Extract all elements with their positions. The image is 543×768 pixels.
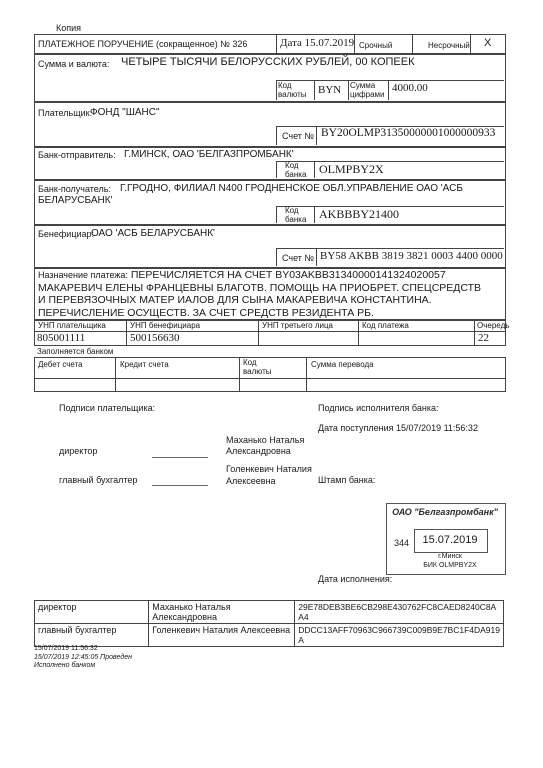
log-line3: Исполнено банком — [34, 662, 96, 669]
payment-code-label: Код платежа — [362, 321, 409, 330]
signer-name: Голенкевич Наталия Алексеевна — [149, 624, 295, 647]
execution-date-label: Дата исполнения: — [318, 574, 393, 584]
processing-log — [34, 645, 132, 671]
accountant-label: главный бухгалтер — [59, 475, 138, 485]
debit-label: Дебет счета — [38, 360, 83, 369]
signature-hash — [295, 624, 504, 647]
doc-date: Дата 15.07.2019 — [280, 37, 355, 49]
beneficiary-account-label: Счет № — [282, 253, 315, 263]
transfer-sum-label: Сумма перевода — [311, 360, 374, 369]
sender-bank-code-label: Код банка — [285, 161, 307, 179]
accountant-name-line1: Голенкевич Наталия — [226, 464, 312, 474]
unp-beneficiary-label: УНП бенефициара — [130, 321, 201, 330]
doc-title: ПЛАТЕЖНОЕ ПОРУЧЕНИЕ (сокращенное) № 326 — [38, 39, 248, 49]
receiver-bank-label: Банк-получатель: — [38, 184, 111, 194]
sum-digits-label: Сумма цифрами — [350, 81, 385, 99]
amount-label: Сумма и валюта: — [38, 59, 110, 69]
purpose-line3: И ПЕРЕВЯЗОЧНЫХ МАТЕР ИАЛОВ ДЛЯ СЫНА МАКАРЕВИЧА КОНСТАНТИНА. — [38, 294, 432, 306]
stamp-bic: БИК OLMPBY2X — [423, 562, 477, 569]
beneficiary-name: ОАО 'АСБ БЕЛАРУСБАНК' — [91, 228, 215, 239]
currency-code: BYN — [318, 84, 342, 96]
queue-label: Очередь — [477, 321, 510, 330]
director-name-line1: Маханько Наталья — [226, 435, 305, 445]
urgency-mark: X — [484, 37, 492, 49]
purpose-line2: МАКАРЕВИЧ ЕЛЕНЫ ФРАНЦЕВНЫ БЛАГОТВ. ПОМОЩЬ НА ПРИОБРЕТ. СПЕЦСРЕДСТВ — [38, 281, 482, 294]
sender-bank-name: Г.МИНСК, ОАО 'БЕЛГАЗПРОМБАНК' — [124, 149, 294, 160]
currency-code-label: Код валюты — [278, 81, 307, 99]
sum-digits: 4000.00 — [392, 82, 428, 94]
director-signature-line — [152, 457, 208, 458]
receiver-bank-code: AKBBBY21400 — [319, 207, 400, 221]
receiver-bank-code-label: Код банка — [285, 206, 307, 224]
unp-payer: 805001111 — [37, 332, 86, 344]
signer-role: главный бухгалтер — [35, 624, 149, 647]
payer-name: ФОНД "ШАНС" — [90, 107, 160, 118]
signature-hash-line2: A — [298, 635, 304, 645]
stamp-city: г.Минск — [438, 553, 462, 560]
beneficiary-account: BY58 AKBB 3819 3821 0003 4400 0000 — [320, 250, 503, 262]
queue-value: 22 — [478, 332, 489, 344]
log-line1: 15/07/2019 11:56:32 — [34, 645, 98, 652]
sender-bank-label: Банк-отправитель: — [38, 150, 116, 160]
purpose-line1: ПЕРЕЧИСЛЯЕТСЯ НА СЧЕТ BY03AKBB31340000141324020057 — [130, 269, 446, 281]
receipt-date: Дата поступления 15/07/2019 11:56:32 — [318, 423, 478, 433]
stamp-number: 344 — [394, 538, 410, 548]
receiver-bank-name-line2: БЕЛАРУСБАНК' — [38, 195, 113, 206]
director-label: директор — [59, 446, 98, 456]
table-row — [35, 601, 504, 624]
signer-name: Маханько Наталья Александровна — [149, 601, 295, 624]
stamp-date: 15.07.2019 — [422, 534, 478, 546]
non-urgent-label: Несрочный — [428, 41, 470, 50]
credit-label: Кредит счета — [120, 360, 169, 369]
signature-hash — [295, 601, 504, 624]
signer-role: директор — [35, 601, 149, 624]
digital-signatures-table — [34, 600, 504, 647]
log-line2: 15/07/2019 12:45:05 Проведен — [34, 653, 132, 661]
unp-third-party-label: УНП третьего лица — [262, 321, 333, 330]
stamp-bank-name: ОАО "Белгазпромбанк" — [392, 507, 498, 517]
bank-signature-label: Подпись исполнителя банка: — [318, 403, 439, 413]
beneficiary-label: Бенефициар: — [38, 229, 95, 239]
table-row — [35, 624, 504, 647]
payer-account-label: Счет № — [282, 131, 315, 141]
payer-account: BY20OLMP31350000001000000933 — [321, 127, 496, 139]
bank-currency-label: Код валюты — [243, 358, 272, 376]
purpose-line4: ПЕРЕЧИСЛЕНИЕ ОСУЩЕСТВ. ЗА СЧЕТ СРЕДСТВ РЕЗИДЕНТА РБ. — [38, 306, 374, 319]
sender-bank-code: OLMPBY2X — [319, 162, 384, 176]
bank-fill-title: Заполняется банком — [37, 347, 114, 356]
unp-payer-label: УНП плательщика — [38, 321, 106, 330]
purpose-text — [38, 269, 513, 319]
accountant-name-line2: Алексеевна — [226, 476, 276, 486]
accountant-signature-line — [152, 485, 208, 486]
amount-words: ЧЕТЫРЕ ТЫСЯЧИ БЕЛОРУССКИХ РУБЛЕЙ, 00 КОПЕЕК — [121, 56, 415, 68]
purpose-label: Назначение платежа: — [38, 270, 128, 280]
receiver-bank-name-line1: Г.ГРОДНО, ФИЛИАЛ N400 ГРОДНЕНСКОЕ ОБЛ.УПРАВЛЕНИЕ ОАО 'АСБ — [120, 183, 463, 194]
signature-hash-line1: DDCC13AFF70963C966739C009B9E7BC1F4DA919 — [298, 625, 500, 635]
payer-label: Плательщик: — [38, 108, 93, 118]
copy-label: Копия — [56, 23, 82, 33]
urgent-label: Срочный — [359, 41, 393, 50]
payer-signatures-label: Подписи плательщика: — [59, 403, 156, 413]
unp-beneficiary: 500156630 — [130, 332, 180, 344]
signature-hash-line1: 29E78DEB3BE6CB298E430762FC8CAED8240C8A — [298, 602, 497, 612]
bank-stamp-label: Штамп банка: — [318, 475, 376, 485]
signature-hash-line2: A4 — [298, 612, 309, 622]
director-name-line2: Александровна — [226, 446, 291, 456]
